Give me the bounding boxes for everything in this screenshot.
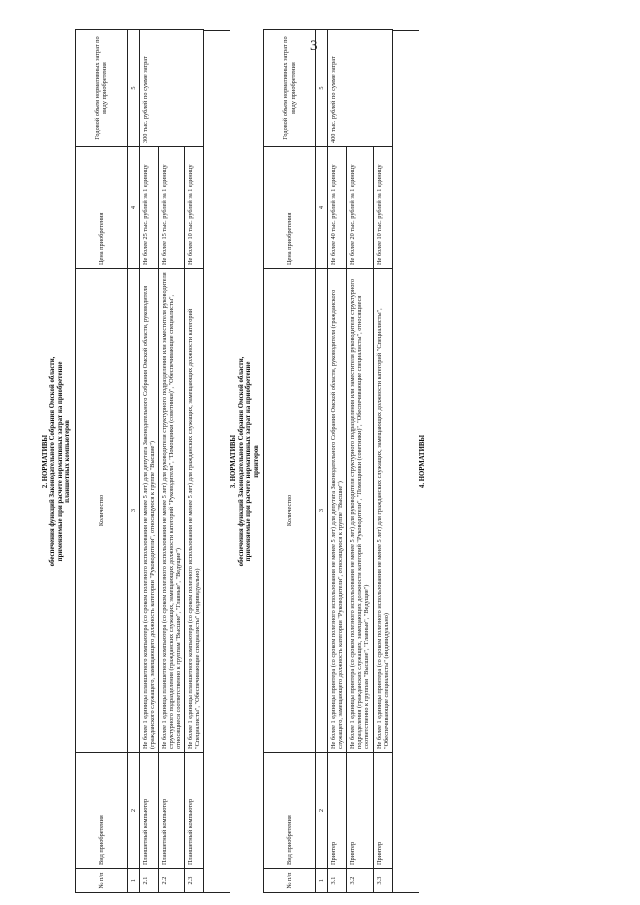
- column-number: 1: [316, 869, 328, 893]
- section2-table: [75, 29, 205, 893]
- row-kind: Принтер: [347, 753, 373, 869]
- table-header-row: [264, 30, 316, 893]
- col-header-annual: Годовой объем нормативных затрат по виду приобретения: [264, 30, 316, 147]
- column-number: 5: [316, 30, 328, 147]
- column-number: 5: [127, 30, 139, 147]
- section2-title-line: 2. НОРМАТИВЫ: [42, 434, 49, 489]
- row-price: Не более 10 тыс. рублей за 1 единицу: [373, 147, 392, 269]
- row-price: Не более 15 тыс. рублей за 1 единицу: [158, 147, 184, 269]
- col-header-annual: Годовой объем нормативных затрат по виду приобретения: [75, 30, 127, 147]
- row-quantity: Не более 1 единицы принтера (со сроком полезного использования не менее 5 лет) для депутата Законодательного Собрания Омской области, руководителя (гражданского служащего, замещающего должность категории "Руководители", относящуюся к группе "Высшие"): [328, 269, 347, 753]
- table-row: [139, 30, 158, 893]
- table-row: [328, 30, 347, 893]
- section3-title-line: применяемые при расчете нормативных затрат на приобретение: [245, 361, 253, 562]
- row-price: Не более 25 тыс. рублей за 1 единицу: [139, 147, 158, 269]
- column-number: 3: [127, 269, 139, 753]
- section4-title: 4. НОРМАТИВЫ: [418, 434, 426, 489]
- row-price: Не более 20 тыс. рублей за 1 единицу: [347, 147, 373, 269]
- row-annual: 300 тыс. рублей по сумме затрат: [139, 30, 204, 147]
- column-number: 4: [316, 147, 328, 269]
- row-quantity: Не более 1 единицы принтера (со сроком полезного использования не менее 5 лет) для гражданских служащих, замещающих должности категорий "Специалисты", "Обеспечивающие специалисты" (индивидуально): [373, 269, 392, 753]
- row-price: Не более 10 тыс. рублей за 1 единицу: [185, 147, 204, 269]
- col-header-price: Цена приобретения: [75, 147, 127, 269]
- row-quantity: Не более 1 единицы планшетного компьютера (со сроком полезного использования не менее 5 лет) для гражданских служащих, замещающих должности категорий "Специалисты", "Обеспечивающие специалисты" (индивидуально): [185, 269, 204, 753]
- col-header-qty: Количество: [264, 269, 316, 753]
- row-annual: 400 тыс. рублей по сумме затрат: [328, 30, 393, 147]
- col-header-kind: Вид приобретения: [264, 753, 316, 869]
- column-number: 4: [127, 147, 139, 269]
- table-row: [347, 30, 373, 893]
- section3-title: [230, 30, 260, 893]
- section3-table: [263, 29, 393, 893]
- row-quantity: Не более 1 единицы принтера (со сроком полезного использования не менее 5 лет) для руководителя структурного подразделения или заместителя руководителя структурного подразделения (гражданских служащих, замещающих должности категорий "Руководители", "Помощники (советники)", "Обеспечивающие специалисты", относящиеся соответственно к группам "Высшие", "Главные", "Ведущие"): [347, 269, 373, 753]
- section3-title-line: принтеров: [252, 445, 260, 478]
- row-kind: Принтер: [373, 753, 392, 869]
- table-row: [373, 30, 392, 893]
- page-number: 3: [310, 38, 318, 54]
- section2-title-line: применяемые при расчете нормативных затрат на приобретение: [56, 361, 64, 562]
- row-quantity: Не более 1 единицы планшетного компьютера (со сроком полезного использования не менее 5 лет) для руководителя структурного подразделения или заместителя руководителя структурного подразделения (гражданских служащих, замещающих должности категорий "Руководители", "Помощники (советники)", "Обеспечивающие специалисты", относящиеся соответственно к группам "Высшие", "Главные", "Ведущие"): [158, 269, 184, 753]
- section3-title-line: 3. НОРМАТИВЫ: [230, 434, 238, 489]
- section2-title-line: планшетных компьютеров: [64, 420, 72, 503]
- row-number: 2.1: [139, 869, 158, 893]
- column-number: 3: [316, 269, 328, 753]
- row-kind: Планшетный компьютер: [158, 753, 184, 869]
- col-header-price: Цена приобретения: [264, 147, 316, 269]
- col-header-num: № п/п: [75, 869, 127, 893]
- column-number: 1: [127, 869, 139, 893]
- col-header-num: № п/п: [264, 869, 316, 893]
- col-header-qty: Количество: [75, 269, 127, 753]
- column-number-row: [127, 30, 139, 893]
- table-row: [158, 30, 184, 893]
- table-header-row: [75, 30, 127, 893]
- column-number: 2: [316, 753, 328, 869]
- section2-title: [42, 30, 72, 893]
- section3-title-line: обеспечения функций Законодательного Собрания Омской области,: [237, 356, 245, 567]
- row-quantity: Не более 1 единицы планшетного компьютера (со сроком полезного использования не менее 5 лет) для депутата Законодательного Собрания Омской области, руководителя (гражданского служащего, замещающего должность категории "Руководители", относящуюся к группе "Высшие"): [139, 269, 158, 753]
- column-number-row: [316, 30, 328, 893]
- row-number: 3.3: [373, 869, 392, 893]
- col-header-kind: Вид приобретения: [75, 753, 127, 869]
- table-row: [185, 30, 204, 893]
- row-price: Не более 40 тыс. рублей за 1 единицу: [328, 147, 347, 269]
- row-kind: Планшетный компьютер: [139, 753, 158, 869]
- row-number: 2.2: [158, 869, 184, 893]
- row-number: 3.1: [328, 869, 347, 893]
- row-number: 2.3: [185, 869, 204, 893]
- section2-title-line: обеспечения функций Законодательного Собрания Омской области,: [49, 356, 57, 567]
- row-kind: Принтер: [328, 753, 347, 869]
- rotated-sheet: [42, 30, 614, 893]
- row-kind: Планшетный компьютер: [185, 753, 204, 869]
- row-number: 3.2: [347, 869, 373, 893]
- column-number: 2: [127, 753, 139, 869]
